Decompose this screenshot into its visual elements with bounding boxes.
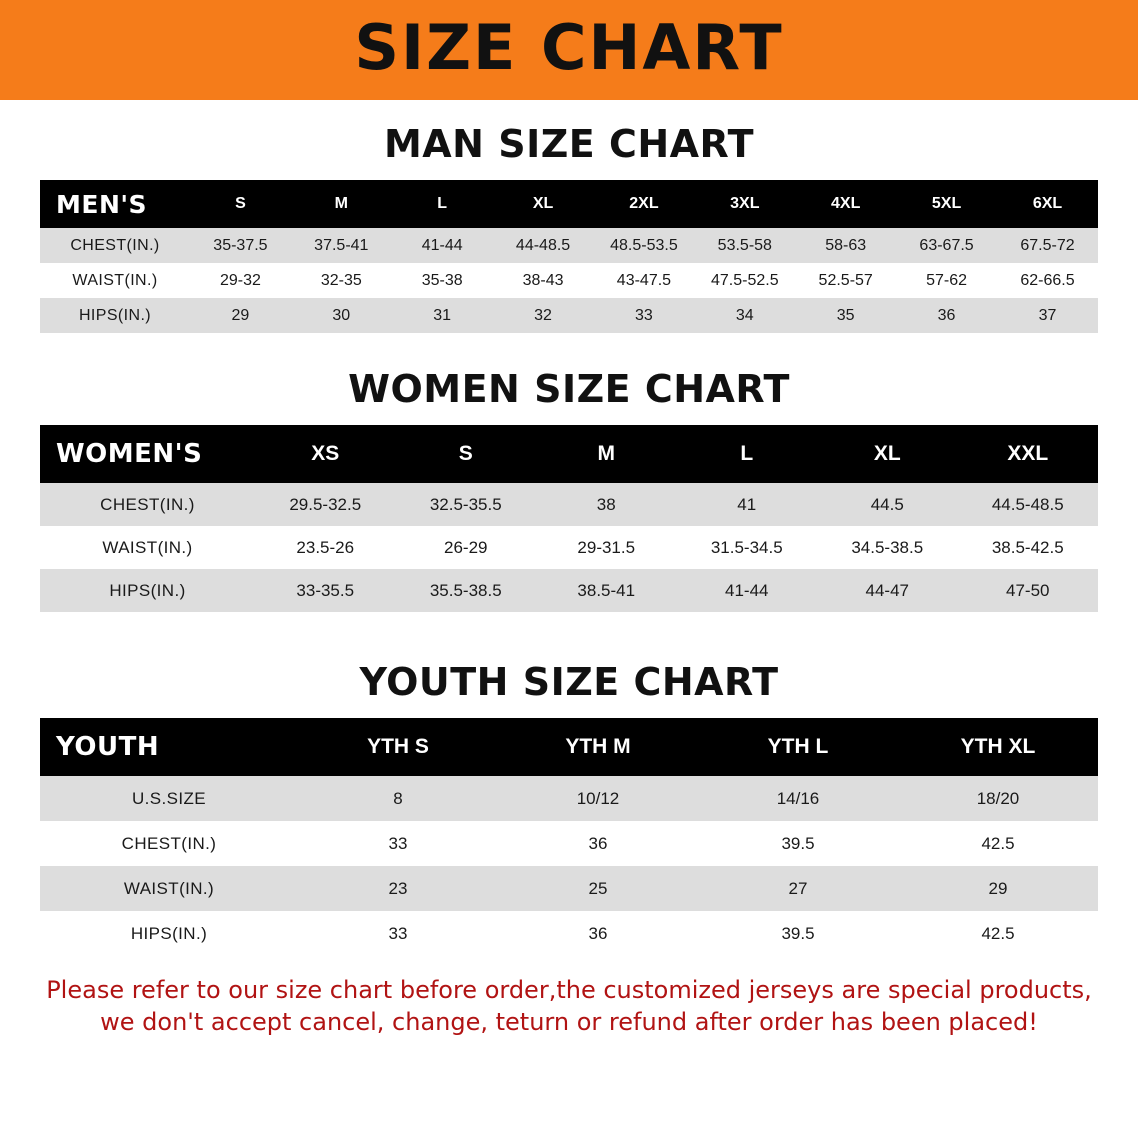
table-row xyxy=(40,911,1098,956)
youth-section-title: YOUTH SIZE CHART xyxy=(359,660,779,704)
page-title: SIZE CHART xyxy=(354,11,784,84)
disclaimer-line-1: Please refer to our size chart before order,the customized jerseys are special products, xyxy=(46,976,1092,1004)
row-label: HIPS(IN.) xyxy=(40,569,255,612)
cell: 32-35 xyxy=(291,263,392,298)
cell: 29.5-32.5 xyxy=(255,483,396,526)
youth-header-label: YOUTH xyxy=(40,718,298,776)
cell: 63-67.5 xyxy=(896,228,997,263)
row-label: WAIST(IN.) xyxy=(40,866,298,911)
table-row xyxy=(40,526,1098,569)
cell: 33 xyxy=(594,298,695,333)
row-label: CHEST(IN.) xyxy=(40,821,298,866)
cell: 35.5-38.5 xyxy=(396,569,537,612)
men-size-header: 3XL xyxy=(694,180,795,228)
cell: 31.5-34.5 xyxy=(677,526,818,569)
cell: 8 xyxy=(298,776,498,821)
cell: 26-29 xyxy=(396,526,537,569)
youth-table-head xyxy=(40,718,1098,776)
men-size-header: S xyxy=(190,180,291,228)
youth-size-header: YTH L xyxy=(698,718,898,776)
cell: 33 xyxy=(298,821,498,866)
cell: 29-31.5 xyxy=(536,526,677,569)
man-table-wrapper xyxy=(40,180,1098,333)
cell: 33 xyxy=(298,911,498,956)
cell: 48.5-53.5 xyxy=(594,228,695,263)
men-size-header: XL xyxy=(493,180,594,228)
cell: 32.5-35.5 xyxy=(396,483,537,526)
table-row xyxy=(40,483,1098,526)
cell: 30 xyxy=(291,298,392,333)
cell: 41-44 xyxy=(677,569,818,612)
cell: 36 xyxy=(498,821,698,866)
row-label: WAIST(IN.) xyxy=(40,526,255,569)
cell: 35-37.5 xyxy=(190,228,291,263)
cell: 44.5 xyxy=(817,483,958,526)
cell: 36 xyxy=(896,298,997,333)
men-header-label: MEN'S xyxy=(40,180,190,228)
cell: 62-66.5 xyxy=(997,263,1098,298)
youth-table-body xyxy=(40,776,1098,956)
women-header-label: WOMEN'S xyxy=(40,425,255,483)
men-size-header: 5XL xyxy=(896,180,997,228)
women-size-header: XXL xyxy=(958,425,1099,483)
men-size-table xyxy=(40,180,1098,333)
women-table-wrapper xyxy=(40,425,1098,612)
cell: 34.5-38.5 xyxy=(817,526,958,569)
row-label: HIPS(IN.) xyxy=(40,911,298,956)
men-size-header: L xyxy=(392,180,493,228)
table-row xyxy=(40,776,1098,821)
cell: 27 xyxy=(698,866,898,911)
men-size-header: 6XL xyxy=(997,180,1098,228)
women-table-body xyxy=(40,483,1098,612)
youth-size-table xyxy=(40,718,1098,956)
table-row xyxy=(40,821,1098,866)
cell: 44-47 xyxy=(817,569,958,612)
men-size-header: 2XL xyxy=(594,180,695,228)
cell: 35-38 xyxy=(392,263,493,298)
table-row xyxy=(40,569,1098,612)
cell: 43-47.5 xyxy=(594,263,695,298)
cell: 39.5 xyxy=(698,821,898,866)
cell: 14/16 xyxy=(698,776,898,821)
men-size-header: 4XL xyxy=(795,180,896,228)
cell: 29-32 xyxy=(190,263,291,298)
cell: 29 xyxy=(190,298,291,333)
cell: 10/12 xyxy=(498,776,698,821)
cell: 34 xyxy=(694,298,795,333)
cell: 41-44 xyxy=(392,228,493,263)
men-table-body xyxy=(40,228,1098,333)
cell: 29 xyxy=(898,866,1098,911)
men-header-row xyxy=(40,180,1098,228)
table-row xyxy=(40,228,1098,263)
disclaimer-note xyxy=(34,974,1104,1039)
row-label: CHEST(IN.) xyxy=(40,228,190,263)
youth-table-wrapper xyxy=(40,718,1098,956)
cell: 38 xyxy=(536,483,677,526)
women-table-head xyxy=(40,425,1098,483)
cell: 53.5-58 xyxy=(694,228,795,263)
cell: 31 xyxy=(392,298,493,333)
youth-size-header: YTH S xyxy=(298,718,498,776)
women-header-row xyxy=(40,425,1098,483)
row-label: CHEST(IN.) xyxy=(40,483,255,526)
cell: 52.5-57 xyxy=(795,263,896,298)
cell: 47.5-52.5 xyxy=(694,263,795,298)
banner xyxy=(0,0,1138,100)
cell: 32 xyxy=(493,298,594,333)
cell: 35 xyxy=(795,298,896,333)
cell: 37.5-41 xyxy=(291,228,392,263)
table-row xyxy=(40,298,1098,333)
cell: 57-62 xyxy=(896,263,997,298)
man-section-title: MAN SIZE CHART xyxy=(383,122,755,166)
cell: 47-50 xyxy=(958,569,1099,612)
row-label: HIPS(IN.) xyxy=(40,298,190,333)
cell: 33-35.5 xyxy=(255,569,396,612)
table-row xyxy=(40,263,1098,298)
cell: 42.5 xyxy=(898,821,1098,866)
cell: 23 xyxy=(298,866,498,911)
cell: 36 xyxy=(498,911,698,956)
cell: 38-43 xyxy=(493,263,594,298)
table-row xyxy=(40,866,1098,911)
cell: 38.5-42.5 xyxy=(958,526,1099,569)
youth-size-header: YTH XL xyxy=(898,718,1098,776)
cell: 18/20 xyxy=(898,776,1098,821)
cell: 39.5 xyxy=(698,911,898,956)
cell: 67.5-72 xyxy=(997,228,1098,263)
cell: 23.5-26 xyxy=(255,526,396,569)
youth-header-row xyxy=(40,718,1098,776)
row-label: U.S.SIZE xyxy=(40,776,298,821)
cell: 44.5-48.5 xyxy=(958,483,1099,526)
women-section-title: WOMEN SIZE CHART xyxy=(348,367,790,411)
cell: 42.5 xyxy=(898,911,1098,956)
cell: 37 xyxy=(997,298,1098,333)
youth-size-header: YTH M xyxy=(498,718,698,776)
men-table-head xyxy=(40,180,1098,228)
cell: 38.5-41 xyxy=(536,569,677,612)
women-size-header: XS xyxy=(255,425,396,483)
women-size-header: S xyxy=(396,425,537,483)
disclaimer-line-2: we don't accept cancel, change, teturn or refund after order has been placed! xyxy=(100,1008,1038,1037)
cell: 44-48.5 xyxy=(493,228,594,263)
women-size-header: L xyxy=(677,425,818,483)
women-size-header: M xyxy=(536,425,677,483)
cell: 41 xyxy=(677,483,818,526)
women-size-header: XL xyxy=(817,425,958,483)
row-label: WAIST(IN.) xyxy=(40,263,190,298)
women-size-table xyxy=(40,425,1098,612)
cell: 25 xyxy=(498,866,698,911)
men-size-header: M xyxy=(291,180,392,228)
cell: 58-63 xyxy=(795,228,896,263)
